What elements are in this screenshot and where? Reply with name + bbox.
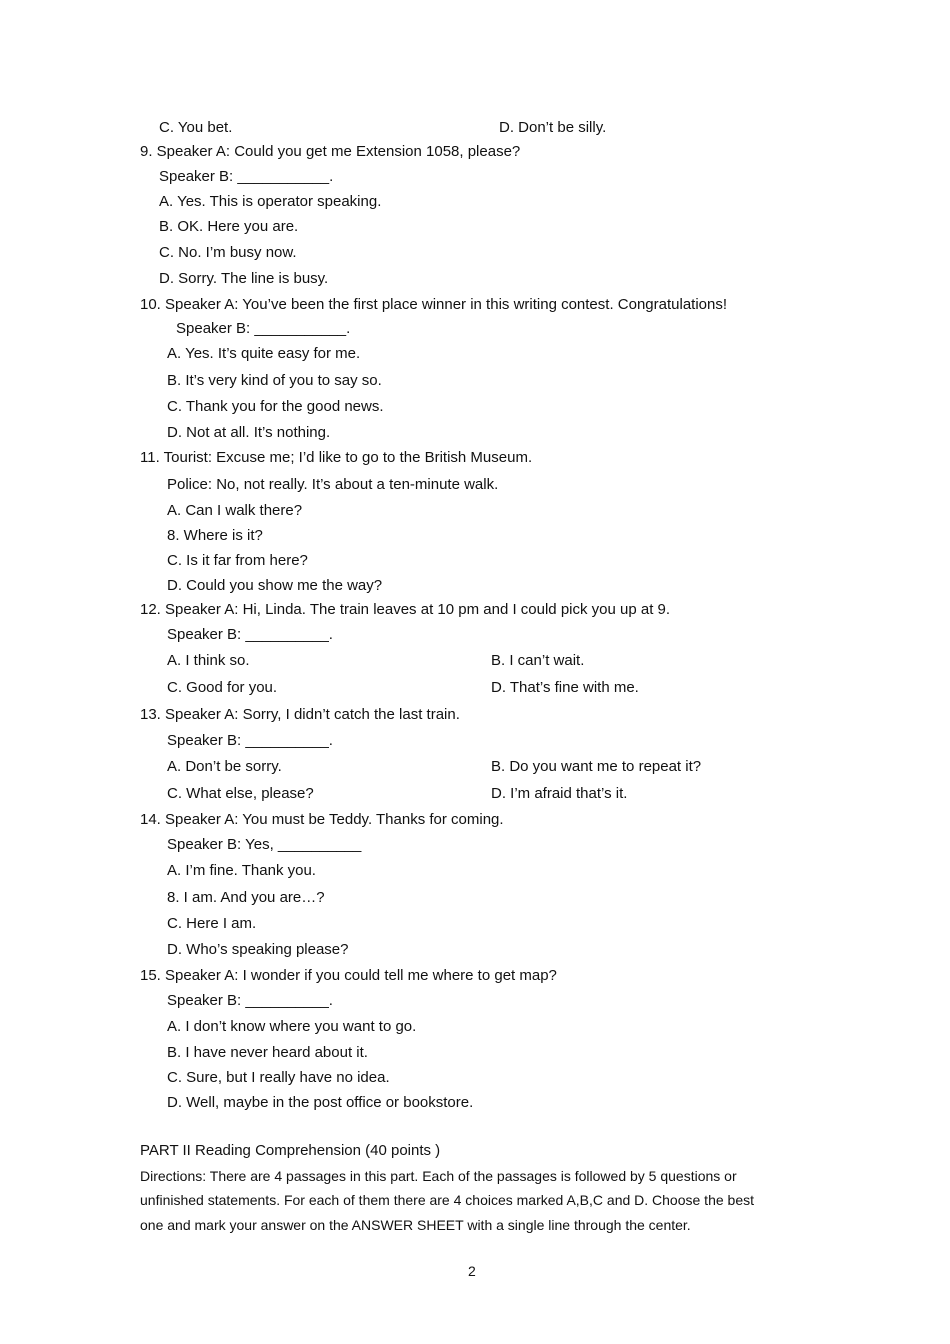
- question-12-option: D. That’s fine with me.: [491, 679, 639, 696]
- question-13-stem: 13. Speaker A: Sorry, I didn’t catch the last train.: [140, 706, 460, 723]
- question-14-option: 8. I am. And you are…?: [167, 889, 325, 906]
- directions-line: one and mark your answer on the ANSWER SHEET with a single line through the center.: [140, 1217, 691, 1233]
- question-11-option: C. Is it far from here?: [167, 552, 308, 569]
- option-c: C. You bet.: [159, 119, 233, 136]
- question-9-option: D. Sorry. The line is busy.: [159, 270, 329, 287]
- question-12-option: B. I can’t wait.: [491, 652, 585, 669]
- question-14-option: A. I’m fine. Thank you.: [167, 862, 316, 879]
- question-15-option: B. I have never heard about it.: [167, 1044, 368, 1061]
- question-10-option: B. It’s very kind of you to say so.: [167, 372, 382, 389]
- question-11-option: A. Can I walk there?: [167, 502, 303, 519]
- question-14-stem: 14. Speaker A: You must be Teddy. Thanks for coming.: [140, 811, 504, 828]
- question-9-option: B. OK. Here you are.: [159, 218, 299, 235]
- question-15-option: D. Well, maybe in the post office or bookstore.: [167, 1094, 474, 1111]
- question-15-stem: 15. Speaker A: I wonder if you could tell me where to get map?: [140, 967, 557, 984]
- question-10-stem: 10. Speaker A: You’ve been the first place winner in this writing contest. Congratulations!: [140, 296, 728, 313]
- question-12-reply: Speaker B: __________.: [167, 626, 333, 643]
- question-11-stem: 11. Tourist: Excuse me; I’d like to go to the British Museum.: [140, 449, 533, 466]
- question-10-option: D. Not at all. It’s nothing.: [167, 424, 331, 441]
- question-9-option: C. No. I’m busy now.: [159, 244, 297, 261]
- question-11-reply: Police: No, not really. It’s about a ten-minute walk.: [167, 476, 499, 493]
- question-10-reply: Speaker B: ___________.: [176, 320, 351, 337]
- question-13-option: C. What else, please?: [167, 785, 314, 802]
- question-13-option: A. Don’t be sorry.: [167, 758, 282, 775]
- question-9-stem: 9. Speaker A: Could you get me Extension 1058, please?: [140, 143, 521, 160]
- question-12-option: A. I think so.: [167, 652, 250, 669]
- question-14-reply: Speaker B: Yes, __________: [167, 836, 362, 853]
- question-10-option: C. Thank you for the good news.: [167, 398, 384, 415]
- question-11-option: 8. Where is it?: [167, 527, 263, 544]
- question-12-stem: 12. Speaker A: Hi, Linda. The train leaves at 10 pm and I could pick you up at 9.: [140, 601, 671, 618]
- question-9-reply: Speaker B: ___________.: [159, 168, 334, 185]
- question-15-option: C. Sure, but I really have no idea.: [167, 1069, 390, 1086]
- option-d: D. Don’t be silly.: [499, 119, 607, 136]
- directions-line: unfinished statements. For each of them there are 4 choices marked A,B,C and D. Choose the best: [140, 1192, 754, 1208]
- section-heading: PART II Reading Comprehension (40 points ): [140, 1142, 441, 1159]
- question-14-option: D. Who’s speaking please?: [167, 941, 349, 958]
- directions-line: Directions: There are 4 passages in this part. Each of the passages is followed by 5 questions or: [140, 1168, 737, 1184]
- question-12-option: C. Good for you.: [167, 679, 278, 696]
- question-15-option: A. I don’t know where you want to go.: [167, 1018, 417, 1035]
- question-10-option: A. Yes. It’s quite easy for me.: [167, 345, 361, 362]
- question-11-option: D. Could you show me the way?: [167, 577, 383, 594]
- question-13-option: D. I’m afraid that’s it.: [491, 785, 628, 802]
- question-14-option: C. Here I am.: [167, 915, 257, 932]
- question-9-option: A. Yes. This is operator speaking.: [159, 193, 382, 210]
- question-13-reply: Speaker B: __________.: [167, 732, 333, 749]
- question-13-option: B. Do you want me to repeat it?: [491, 758, 702, 775]
- question-15-reply: Speaker B: __________.: [167, 992, 333, 1009]
- page-number: 2: [468, 1263, 476, 1279]
